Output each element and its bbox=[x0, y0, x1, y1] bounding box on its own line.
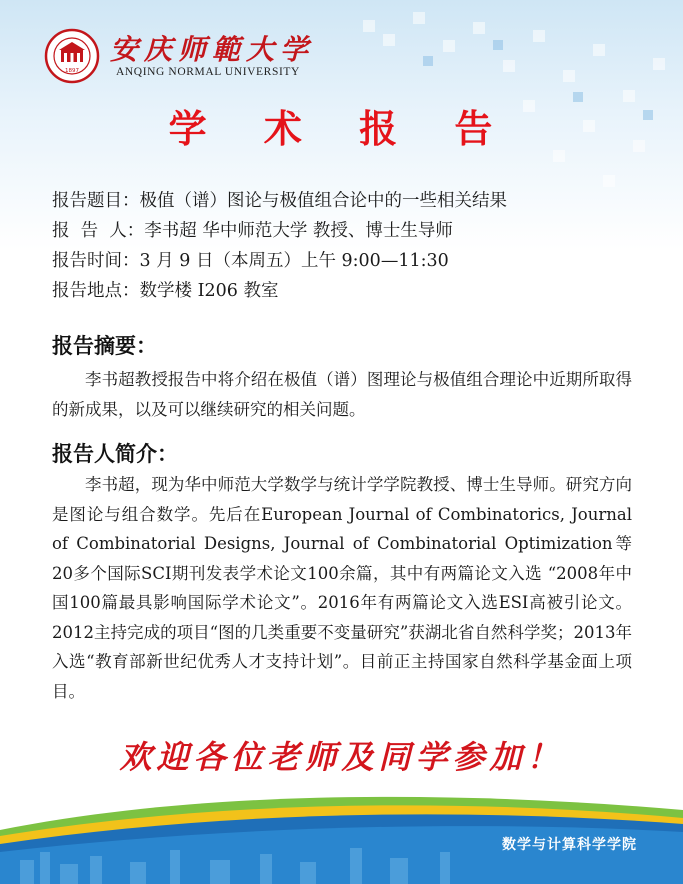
page-title: 学 术 报 告 bbox=[168, 107, 515, 151]
abstract-text: 李书超教授报告中将介绍在极值（谱）图理论与极值组合理论中近期所取得的新成果，以及可以继续研究的相关问题。 bbox=[52, 370, 632, 419]
abstract-heading: 报告摘要： bbox=[52, 334, 157, 358]
university-logo bbox=[44, 28, 315, 84]
info-label: 报告时间： bbox=[52, 251, 140, 271]
info-row-speaker bbox=[52, 216, 652, 246]
info-label: 报告题目： bbox=[52, 191, 140, 211]
abstract-body bbox=[52, 365, 632, 424]
info-value: 数学楼 I206 教室 bbox=[139, 281, 279, 301]
seal-year: 1897 bbox=[65, 68, 79, 74]
info-label: 报 告 人： bbox=[52, 221, 145, 241]
info-row-time bbox=[52, 246, 652, 276]
welcome-message: 欢迎各位老师及同学参加！ bbox=[119, 738, 564, 776]
info-value: 李书超 华中师范大学 教授、博士生导师 bbox=[144, 221, 453, 241]
report-info bbox=[52, 186, 652, 306]
info-label: 报告地点： bbox=[52, 281, 140, 301]
info-value: 极值（谱）图论与极值组合论中的一些相关结果 bbox=[139, 191, 507, 211]
info-row-location bbox=[52, 276, 652, 306]
university-seal-icon bbox=[44, 28, 100, 84]
bio-body bbox=[52, 470, 632, 706]
bio-heading: 报告人简介： bbox=[52, 442, 178, 466]
university-name-cn: 安庆师範大学 bbox=[110, 33, 315, 66]
bio-text: 李书超，现为华中师范大学数学与统计学学院教授、博士生导师。研究方向是图论与组合数学。先后在European Journal of Combinatorics, Journal of Combinatorial Designs, Journal of Combinatorial Optimization等20多个国际SCI期刊发表学术论文100余篇，其中有两篇论文入选 “2008年中国100篇最具影响国际学术论文”。2016年有两篇论文入选ESI高被引论文。2012主持完成的项目“图的几类重要不变量研究”获湖北省自然科学奖；2013年入选“教育部新世纪优秀人才支持计划”。目前正主持国家自然科学基金面上项目。 bbox=[52, 475, 632, 701]
info-row-topic bbox=[52, 186, 652, 216]
college-name: 数学与计算科学学院 bbox=[502, 837, 637, 853]
info-value: 3 月 9 日（本周五）上午 9:00—11:30 bbox=[139, 251, 449, 271]
university-name-en: ANQING NORMAL UNIVERSITY bbox=[116, 66, 300, 78]
